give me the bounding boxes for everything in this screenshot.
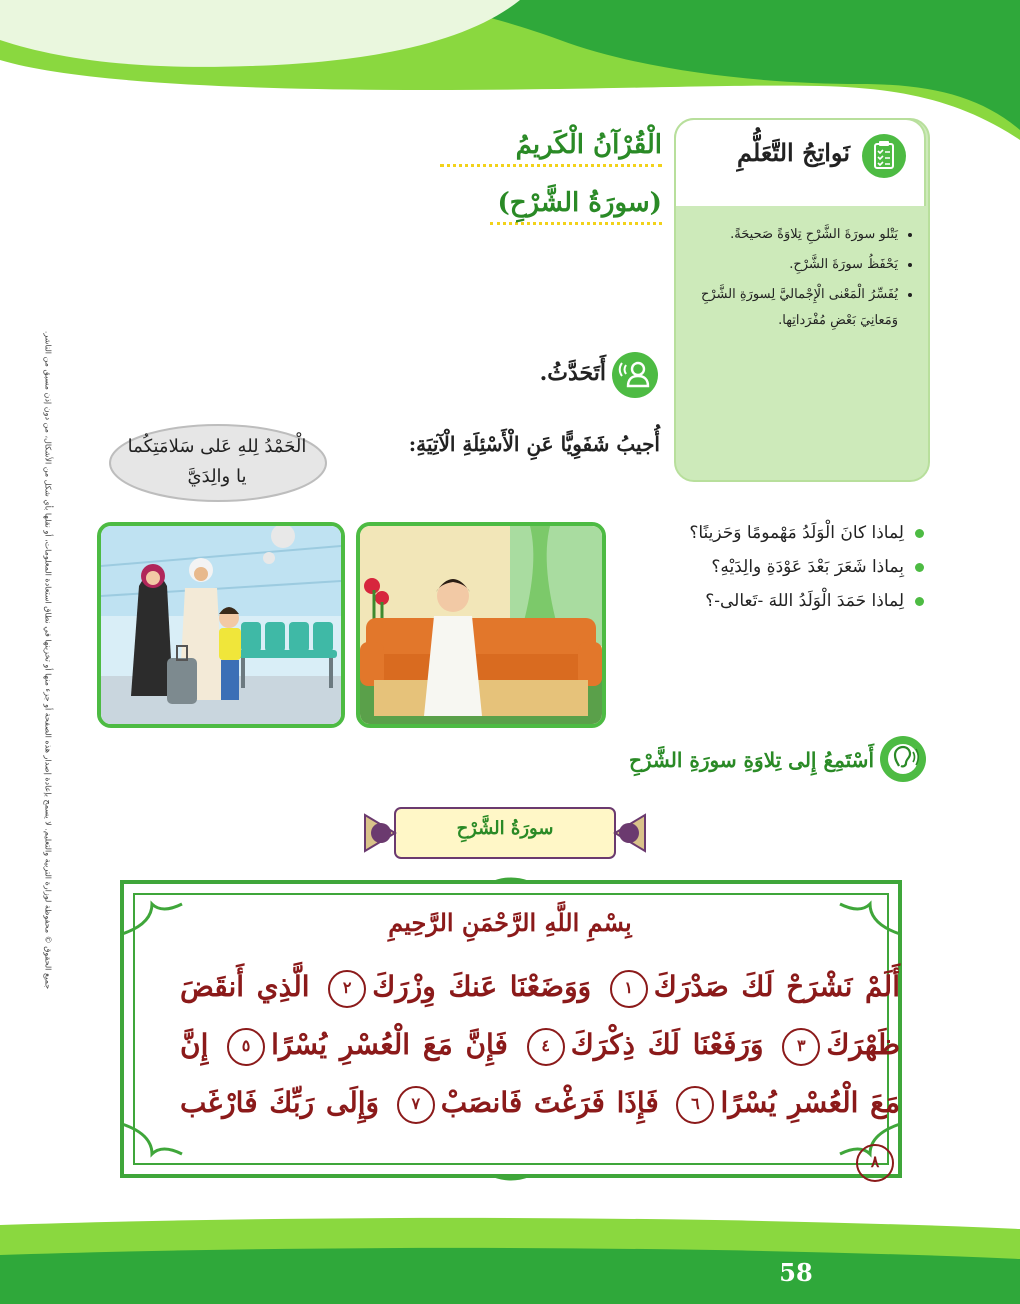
outcome-item: • يُفَسِّرُ الْمَعْنى الْإِجْماليَّ لِسورَةِ الشَّرْحِ وَمَعانِيَ بَعْضِ مُفْرَداتِها. xyxy=(686,282,898,334)
family-airport-illustration xyxy=(97,522,345,728)
surah-verses xyxy=(180,958,900,1190)
surah-label: سورَةُ الشَّرْحِ xyxy=(456,818,554,839)
verse-text: إِنَّ مَعَ الْعُسْرِ يُسْرًا xyxy=(180,1028,901,1119)
basmala: بِسْمِ اللَّهِ الرَّحْمَنِ الرَّحِيمِ xyxy=(388,908,632,937)
verse-number: ٥ xyxy=(227,1028,265,1066)
question-item: بِماذا شَعَرَ بَعْدَ عَوْدَةِ والِدَيْهِ؟ xyxy=(626,550,926,584)
speaking-person-icon xyxy=(612,352,658,398)
question-item: لِماذا كانَ الْوَلَدُ مَهْمومًا وَحَزينًا؟ xyxy=(626,516,926,550)
outcome-item: • يَحْفَظُ سورَةَ الشَّرْحِ. xyxy=(686,252,898,278)
boy-on-sofa-illustration xyxy=(356,522,606,728)
verse-text: وَوَضَعْنَا عَنكَ وِزْرَكَ xyxy=(372,970,592,1003)
speak-instruction: أُجيبُ شَفَوِيًّا عَنِ الْأَسْئِلَةِ الْآتِيَةِ: xyxy=(408,432,660,456)
speak-section-title: أَتَحَدَّثُ. xyxy=(539,360,606,386)
verse-number: ٤ xyxy=(527,1028,565,1066)
listen-section-title: أَسْتَمِعُ إِلى تِلاوَةِ سورَةِ الشَّرْحِ xyxy=(628,748,874,772)
ear-listening-icon[interactable] xyxy=(880,736,926,782)
verse-number: ١ xyxy=(610,970,648,1008)
question-item: لِماذا حَمَدَ الْوَلَدُ اللهَ -تَعالى-؟ xyxy=(626,584,926,618)
verse-text: وَإِلَى رَبِّكَ فَارْغَب xyxy=(180,1086,380,1119)
verse-text: فَإِذَا فَرَغْتَ فَانصَبْ xyxy=(440,1086,659,1119)
verse-number: ٣ xyxy=(782,1028,820,1066)
verse-number: ٦ xyxy=(676,1086,714,1124)
verse-text: أَلَمْ نَشْرَحْ لَكَ صَدْرَكَ xyxy=(653,970,900,1003)
verse-number: ٢ xyxy=(328,970,366,1008)
learning-outcomes-title: نَواتِجُ التَّعَلُّمِ xyxy=(737,138,850,167)
bullet-dot xyxy=(915,597,924,606)
questions-list xyxy=(626,516,926,618)
verse-text: وَرَفَعْنَا لَكَ ذِكْرَكَ xyxy=(570,1028,764,1061)
verse-number: ٧ xyxy=(397,1086,435,1124)
verse-text: الَّذِي أَنقَضَ ظَهْرَكَ xyxy=(180,970,901,1061)
bullet-dot xyxy=(915,529,924,538)
outcome-item: • يَتْلو سورَةَ الشَّرْحِ تِلاوَةً صَحيحَةً. xyxy=(686,222,898,248)
surah-title: (سورَةُ الشَّرْحِ) xyxy=(490,188,662,225)
learning-outcomes-list xyxy=(686,222,912,338)
speech-bubble-text: الْحَمْدُ لِلهِ عَلى سَلامَتِكُما يا والِدَيَّ xyxy=(127,436,307,487)
page-number: 58 xyxy=(779,1258,813,1287)
bottom-decoration xyxy=(0,1215,1020,1304)
side-copyright: جميع الحقوق © محفوظة لوزارة التربية والتعليم. لا يسمح بإعادة إصدار هذه الصفحة أو جزء منها أو تخزينها في نطاق استعادة المعلومات، أو نقلها بأي شكل من الأشكال، من دون إذن مسبق من الناشر. xyxy=(43,330,53,990)
verse-text: فَإِنَّ مَعَ الْعُسْرِ يُسْرًا xyxy=(271,1028,508,1061)
clipboard-checklist-icon xyxy=(862,134,906,178)
lesson-subject-title: الْقُرْآنُ الْكَريمُ xyxy=(440,130,662,167)
verse-number: ٨ xyxy=(856,1144,894,1182)
bullet-dot xyxy=(915,563,924,572)
